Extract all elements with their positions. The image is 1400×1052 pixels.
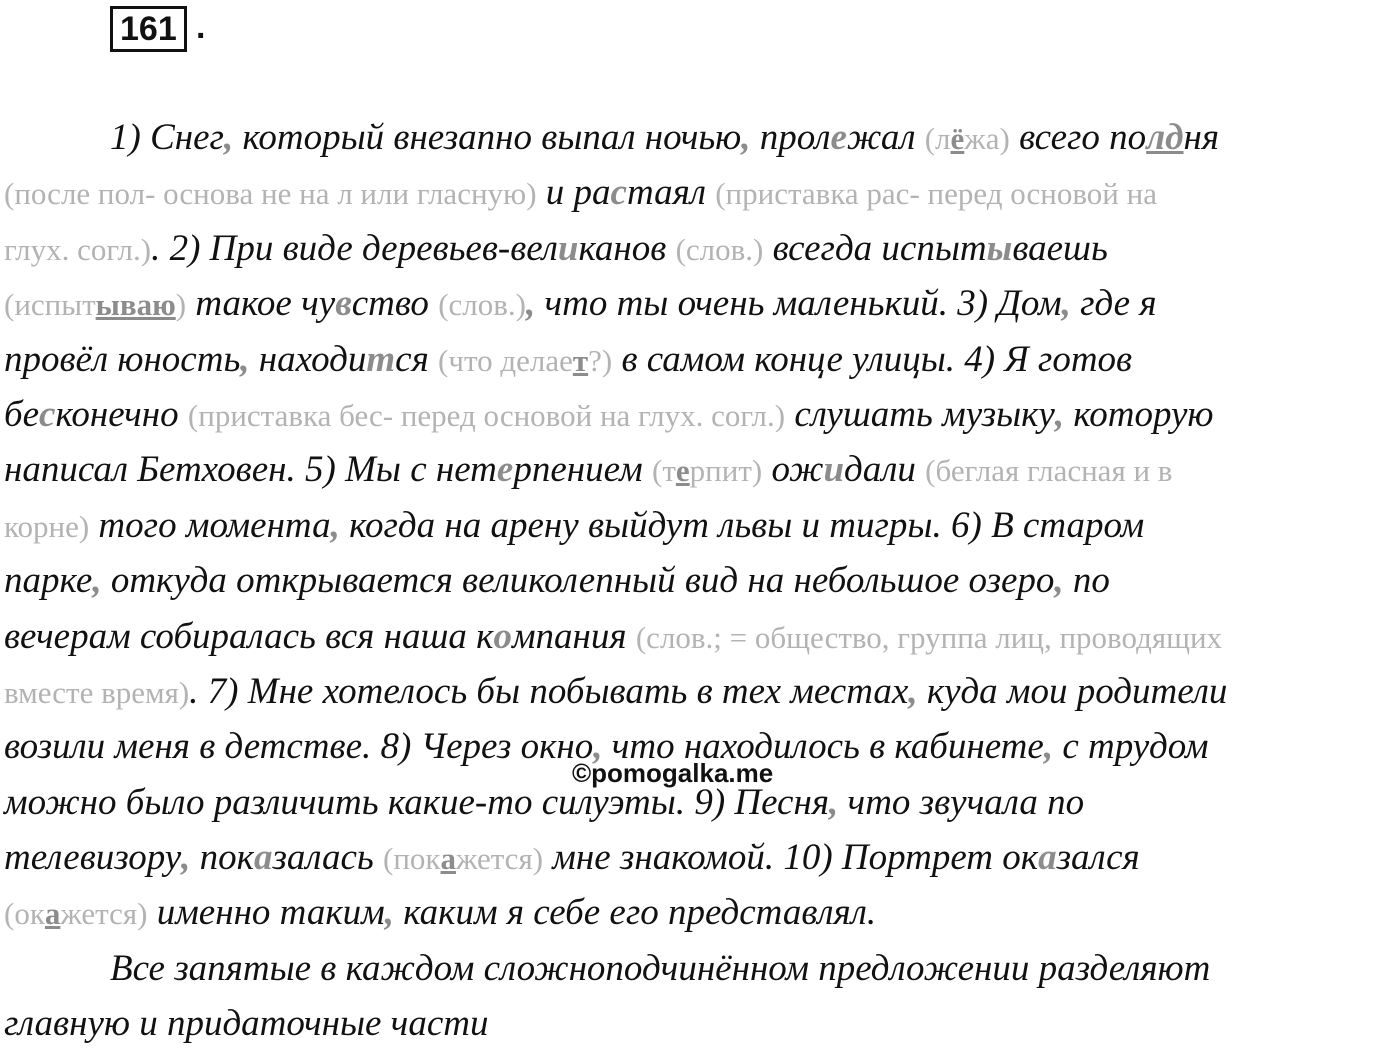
highlight-segment: и bbox=[823, 449, 845, 491]
highlight-segment: , bbox=[223, 117, 234, 158]
highlight-segment: , bbox=[1054, 393, 1065, 435]
text-segment: ся bbox=[395, 338, 439, 380]
text-segment: что звучала по bbox=[838, 781, 1085, 823]
text-segment: такое чу bbox=[186, 283, 336, 325]
hint-segment: жется) bbox=[455, 841, 544, 877]
highlight-segment: , bbox=[1061, 283, 1071, 325]
text-line bbox=[4, 941, 1396, 996]
text-segment: всего по bbox=[1009, 117, 1147, 158]
hint-segment: глух. согл.) bbox=[4, 231, 152, 267]
text-line bbox=[4, 996, 1396, 1051]
highlight-segment: о bbox=[493, 615, 512, 657]
text-segment: главную и придаточные части bbox=[4, 1003, 489, 1045]
hint-segment: ё bbox=[950, 121, 965, 156]
text-segment: конечно bbox=[55, 393, 188, 435]
text-segment: канов bbox=[578, 227, 676, 269]
hint-segment: корне) bbox=[4, 508, 90, 544]
hint-segment: (пок bbox=[383, 841, 441, 877]
text-segment: телевизору bbox=[4, 837, 182, 879]
highlight-segment: ы bbox=[986, 227, 1013, 269]
text-line bbox=[4, 885, 1396, 940]
highlight-segment: , bbox=[525, 283, 536, 325]
text-segment: ство bbox=[351, 283, 439, 325]
text-segment: мне знакомой. 10) Портрет ок bbox=[543, 837, 1039, 879]
text-segment: в самом конце улицы. 4) Я готов bbox=[612, 338, 1133, 380]
text-segment: когда на арену выйдут львы и тигры. 6) В старом bbox=[339, 504, 1145, 546]
text-segment: и ра bbox=[536, 172, 611, 214]
highlight-segment: , bbox=[240, 338, 250, 380]
hint-segment: (т bbox=[652, 453, 676, 489]
text-segment: откуда открывается великолепный вид на небольшое озеро bbox=[101, 560, 1055, 602]
text-segment: рпением bbox=[513, 449, 652, 491]
hint-segment: (что делае bbox=[438, 342, 573, 378]
highlight-segment: , bbox=[1043, 726, 1054, 768]
hint-segment: ываю bbox=[95, 287, 176, 323]
hint-segment: ) bbox=[175, 287, 187, 323]
text-line bbox=[4, 609, 1396, 664]
text-segment: ож bbox=[762, 449, 824, 491]
exercise-number: 161 bbox=[110, 6, 187, 52]
highlight-segment: а bbox=[1038, 837, 1057, 879]
hint-segment: (после пол- основа не на л или гласную) bbox=[4, 176, 537, 212]
text-segment: пок bbox=[190, 837, 254, 879]
highlight-segment: и bbox=[557, 227, 579, 269]
hint-segment: (испыт bbox=[4, 287, 96, 323]
text-segment: таял bbox=[626, 172, 716, 214]
highlight-segment: , bbox=[384, 892, 395, 934]
hint-segment: а bbox=[440, 841, 456, 877]
text-line bbox=[4, 553, 1396, 608]
text-line bbox=[4, 664, 1396, 719]
text-line bbox=[4, 332, 1396, 387]
text-segment: где я bbox=[1070, 283, 1157, 325]
text-segment: парке bbox=[4, 560, 93, 602]
text-segment: который внезапно выпал ночью bbox=[233, 117, 742, 158]
text-segment: провёл юность bbox=[4, 338, 241, 380]
hint-segment: (слов.; = общество, группа лиц, проводящих bbox=[635, 619, 1223, 655]
text-segment: по bbox=[1063, 560, 1110, 602]
text-segment: Все запятые в каждом сложноподчинённом предложении разделяют bbox=[110, 947, 1211, 989]
text-segment: куда мои родители bbox=[917, 670, 1228, 712]
watermark: ©pomogalka.me bbox=[572, 758, 774, 788]
highlight-segment: в bbox=[335, 283, 352, 325]
hint-segment: (слов.) bbox=[438, 287, 526, 323]
hint-segment: а bbox=[44, 896, 61, 932]
hint-segment: (приставка бес- перед основой на глух. согл.) bbox=[187, 397, 786, 433]
text-segment: . 2) При виде деревьев-вел bbox=[151, 227, 558, 269]
text-segment: которую bbox=[1064, 393, 1214, 435]
text-segment: дали bbox=[844, 449, 926, 491]
text-line bbox=[4, 830, 1396, 885]
text-segment: именно таким bbox=[147, 892, 385, 934]
text-line bbox=[4, 276, 1396, 331]
hint-segment: ?) bbox=[588, 342, 613, 378]
text-segment: возили меня в детстве. 8) Через окно bbox=[4, 726, 594, 768]
text-segment: что находилось в кабинете bbox=[602, 726, 1044, 768]
text-segment: зался bbox=[1056, 837, 1140, 879]
highlight-segment: е bbox=[830, 117, 847, 158]
text-segment: мпания bbox=[511, 615, 636, 657]
exercise-text bbox=[4, 110, 1396, 1052]
text-segment: всегда испыт bbox=[763, 227, 987, 269]
text-segment: что ты очень маленький. 3) Дом bbox=[535, 283, 1062, 325]
hint-segment: (л bbox=[924, 121, 951, 156]
text-segment: каким я себе его представлял. bbox=[394, 892, 877, 934]
highlight-segment: , bbox=[829, 781, 839, 823]
highlight-segment: т bbox=[366, 338, 396, 380]
text-segment: жал bbox=[846, 117, 925, 158]
text-segment: ваешь bbox=[1012, 227, 1108, 269]
hint-segment: жа) bbox=[964, 121, 1010, 156]
highlight-segment: , bbox=[330, 504, 340, 546]
hint-segment: (ок bbox=[4, 896, 45, 932]
highlight-segment: , bbox=[1054, 560, 1064, 602]
text-segment: прол bbox=[750, 117, 831, 158]
text-segment: вечерам собиралась вся наша к bbox=[4, 615, 494, 657]
highlight-segment: , bbox=[908, 670, 918, 712]
text-segment: слушать музыку bbox=[785, 393, 1055, 435]
text-segment: залась bbox=[272, 837, 383, 879]
text-line bbox=[4, 221, 1396, 276]
text-segment: бе bbox=[4, 393, 40, 435]
highlight-segment: , bbox=[92, 560, 102, 602]
hint-segment: (приставка рас- перед основой на bbox=[715, 176, 1157, 212]
text-segment: с трудом bbox=[1053, 726, 1209, 768]
highlight-segment: с bbox=[610, 172, 627, 214]
hint-segment: е bbox=[675, 453, 690, 489]
hint-segment: (беглая гласная и в bbox=[925, 453, 1173, 489]
hint-segment: вместе время) bbox=[4, 674, 190, 710]
text-segment: . 7) Мне хотелось бы побывать в тех местах bbox=[189, 670, 909, 712]
text-segment: того момента bbox=[89, 504, 331, 546]
text-line bbox=[4, 110, 1396, 165]
text-segment: находи bbox=[249, 338, 367, 380]
text-segment: ня bbox=[1183, 117, 1220, 158]
hint-segment: т bbox=[572, 342, 589, 378]
exercise-number-dot: . bbox=[196, 8, 206, 46]
text-segment: 1) Снег bbox=[110, 117, 224, 158]
highlight-segment: с bbox=[39, 393, 56, 435]
highlight-segment: , bbox=[593, 726, 603, 768]
highlight-segment: а bbox=[253, 837, 273, 879]
highlight-segment: , bbox=[741, 117, 751, 158]
text-line bbox=[4, 442, 1396, 497]
highlight-segment: , bbox=[181, 837, 191, 879]
text-segment: написал Бетховен. 5) Мы с нет bbox=[4, 449, 497, 491]
hint-segment: рпит) bbox=[689, 453, 763, 489]
highlight-segment: е bbox=[496, 449, 514, 491]
text-line bbox=[4, 165, 1396, 220]
hint-segment: (слов.) bbox=[675, 231, 764, 267]
text-line bbox=[4, 387, 1396, 442]
hint-segment: жется) bbox=[60, 896, 148, 932]
highlight-segment: лд bbox=[1146, 117, 1184, 158]
text-segment: можно было различить какие-то силуэты. 9) Песня bbox=[4, 781, 830, 823]
text-line bbox=[4, 498, 1396, 553]
